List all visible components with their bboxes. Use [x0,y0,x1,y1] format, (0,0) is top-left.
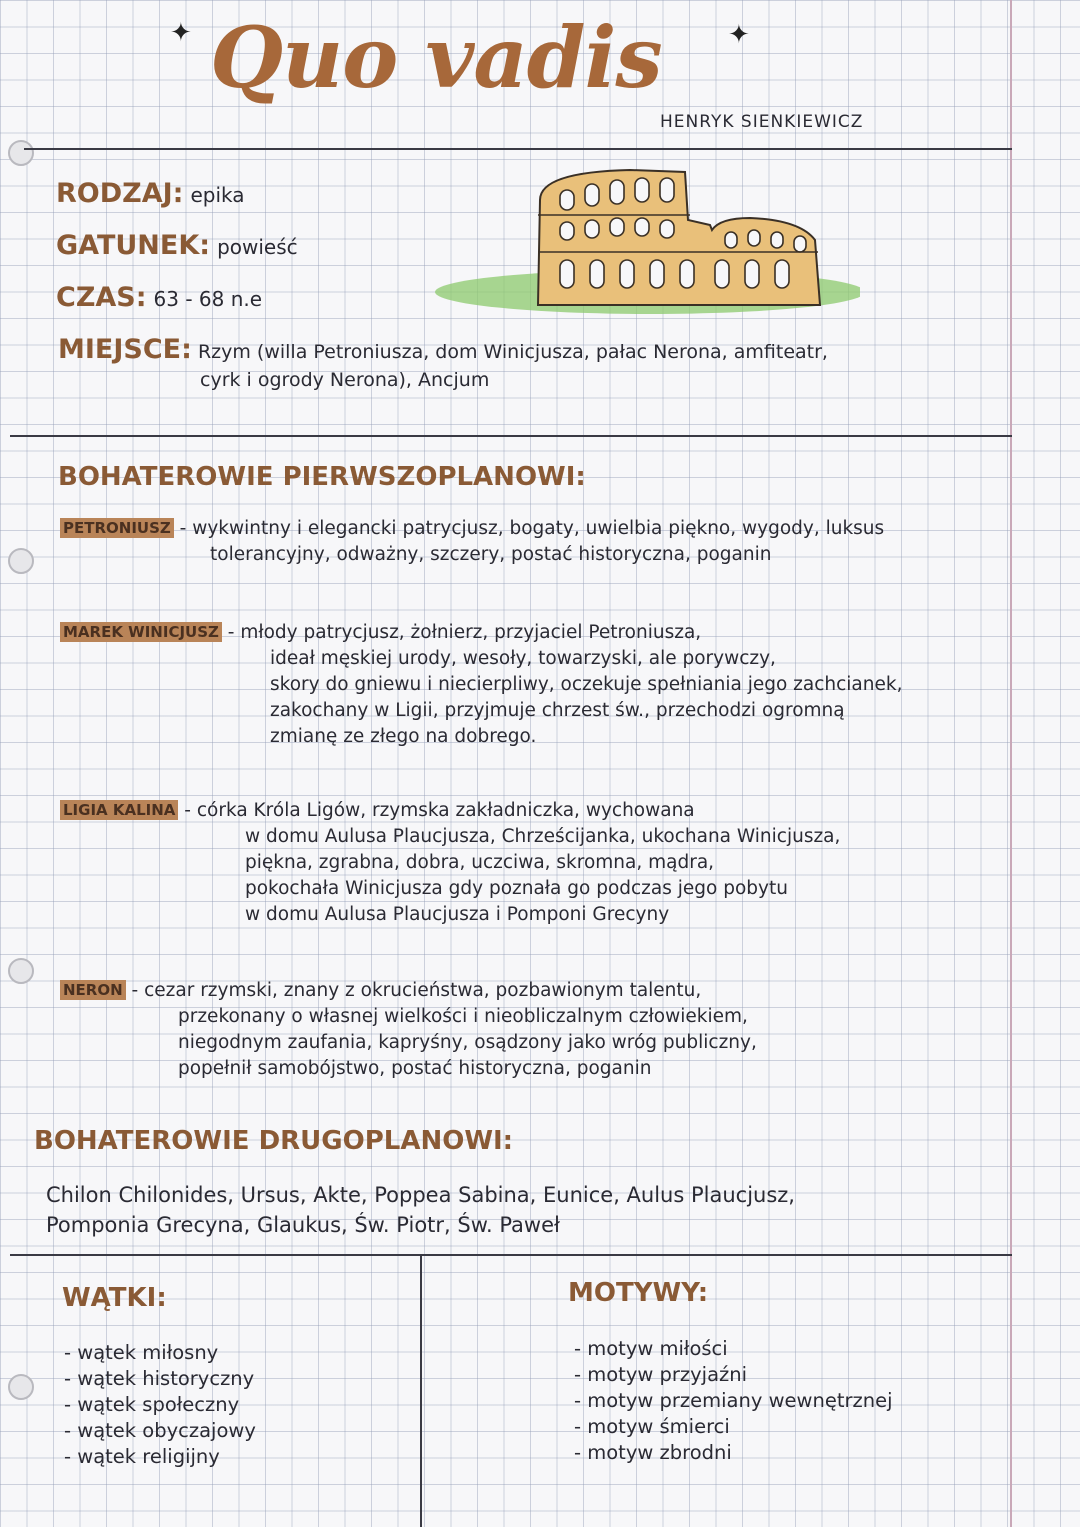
section-divider [10,435,1012,437]
header-divider [24,148,1012,150]
main-heroes-heading: BOHATEROWIE PIERWSZOPLANOWI: [58,462,586,492]
watki-heading: WĄTKI: [62,1283,167,1313]
gatunek-value: powieść [217,235,298,259]
list-item: - motyw zbrodni [574,1440,893,1466]
binder-hole [8,140,34,166]
hero-desc-line: piękna, zgrabna, dobra, uczciwa, skromna, mądra, [245,852,715,873]
watki-list [64,1340,256,1470]
hero-desc-line: tolerancyjny, odważny, szczery, postać historyczna, poganin [210,544,772,565]
secondary-line: Pomponia Grecyna, Glaukus, Św. Piotr, Św. Paweł [46,1213,560,1237]
author: HENRYK SIENKIEWICZ [660,112,864,132]
rodzaj-row [56,178,245,209]
gatunek-row [56,230,298,261]
hero-desc-line: zakochany w Ligii, przyjmuje chrzest św., przechodzi ogromną [270,700,845,721]
miejsce-line-2: cyrk i ogrody Nerona), Ancjum [200,369,490,391]
hero-desc-line: pokochała Winicjusza gdy poznała go podczas jego pobytu [245,878,788,899]
hero-name: PETRONIUSZ [60,518,174,538]
binder-hole [8,958,34,984]
hero-desc-line: - córka Króla Ligów, rzymska zakładniczka, wychowana [184,800,695,821]
hero-desc-line: przekonany o własnej wielkości i nieobliczalnym człowiekiem, [178,1006,748,1027]
motywy-list [574,1336,893,1466]
hero-name: MAREK WINICJUSZ [60,622,222,642]
hero-desc-line: popełnił samobójstwo, postać historyczna, poganin [178,1058,652,1079]
list-item: - wątek obyczajowy [64,1418,256,1444]
rodzaj-value: epika [190,183,245,207]
list-item: - wątek historyczny [64,1366,256,1392]
page-title: Quo vadis [210,8,662,107]
hero-name: LIGIA KALINA [60,800,178,820]
secondary-heroes-list [46,1180,946,1240]
list-item: - motyw przemiany wewnętrznej [574,1388,893,1414]
hero-name: NERON [60,980,126,1000]
hero-desc-line: - cezar rzymski, znany z okrucieństwa, pozbawionym talentu, [131,980,702,1001]
czas-row [56,282,262,313]
czas-value: 63 - 68 n.e [153,287,263,311]
list-item: - wątek społeczny [64,1392,256,1418]
secondary-line: Chilon Chilonides, Ursus, Akte, Poppea Sabina, Eunice, Aulus Plaucjusz, [46,1183,795,1207]
list-item: - motyw śmierci [574,1414,893,1440]
miejsce-line-1: Rzym (willa Petroniusza, dom Winicjusza, pałac Nerona, amfiteatr, [197,341,828,363]
czas-label: CZAS: [56,282,147,313]
binder-hole [8,1374,34,1400]
bottom-divider [10,1254,1012,1256]
hero-desc-line: w domu Aulusa Plaucjusza i Pomponi Grecyny [245,904,670,925]
hero-desc-line: niegodnym zaufania, kapryśny, osądzony jako wróg publiczny, [178,1032,757,1053]
sparkle-right-icon: ✦ [728,20,750,50]
hero-ligia-kalina [60,798,1000,928]
gatunek-label: GATUNEK: [56,230,211,261]
notebook-margin-line [1010,0,1012,1527]
colosseum-drawing [420,160,860,330]
hero-petroniusz [60,516,1000,568]
hero-desc-line: w domu Aulusa Plaucjusza, Chrześcijanka, ukochana Winicjusza, [245,826,841,847]
column-divider [420,1256,422,1527]
hero-desc-line: - wykwintny i elegancki patrycjusz, bogaty, uwielbia piękno, wygody, luksus [179,518,885,539]
hero-marek-winicjusz [60,620,1000,750]
motywy-heading: MOTYWY: [568,1278,709,1308]
hero-desc-line: skory do gniewu i niecierpliwy, oczekuje spełniania jego zachcianek, [270,674,903,695]
binder-hole [8,548,34,574]
list-item: - motyw przyjaźni [574,1362,893,1388]
hero-neron [60,978,1000,1082]
hero-desc-line: - młody patrycjusz, żołnierz, przyjaciel Petroniusza, [227,622,702,643]
miejsce-label: MIEJSCE: [58,334,192,365]
secondary-heroes-heading: BOHATEROWIE DRUGOPLANOWI: [34,1126,514,1156]
list-item: - wątek miłosny [64,1340,256,1366]
rodzaj-label: RODZAJ: [56,178,184,209]
list-item: - wątek religijny [64,1444,256,1470]
hero-desc-line: ideał męskiej urody, wesoły, towarzyski, ale porywczy, [270,648,776,669]
hero-desc-line: zmianę ze złego na dobrego. [270,726,537,747]
list-item: - motyw miłości [574,1336,893,1362]
sparkle-left-icon: ✦ [170,18,192,48]
miejsce-row [58,336,938,394]
